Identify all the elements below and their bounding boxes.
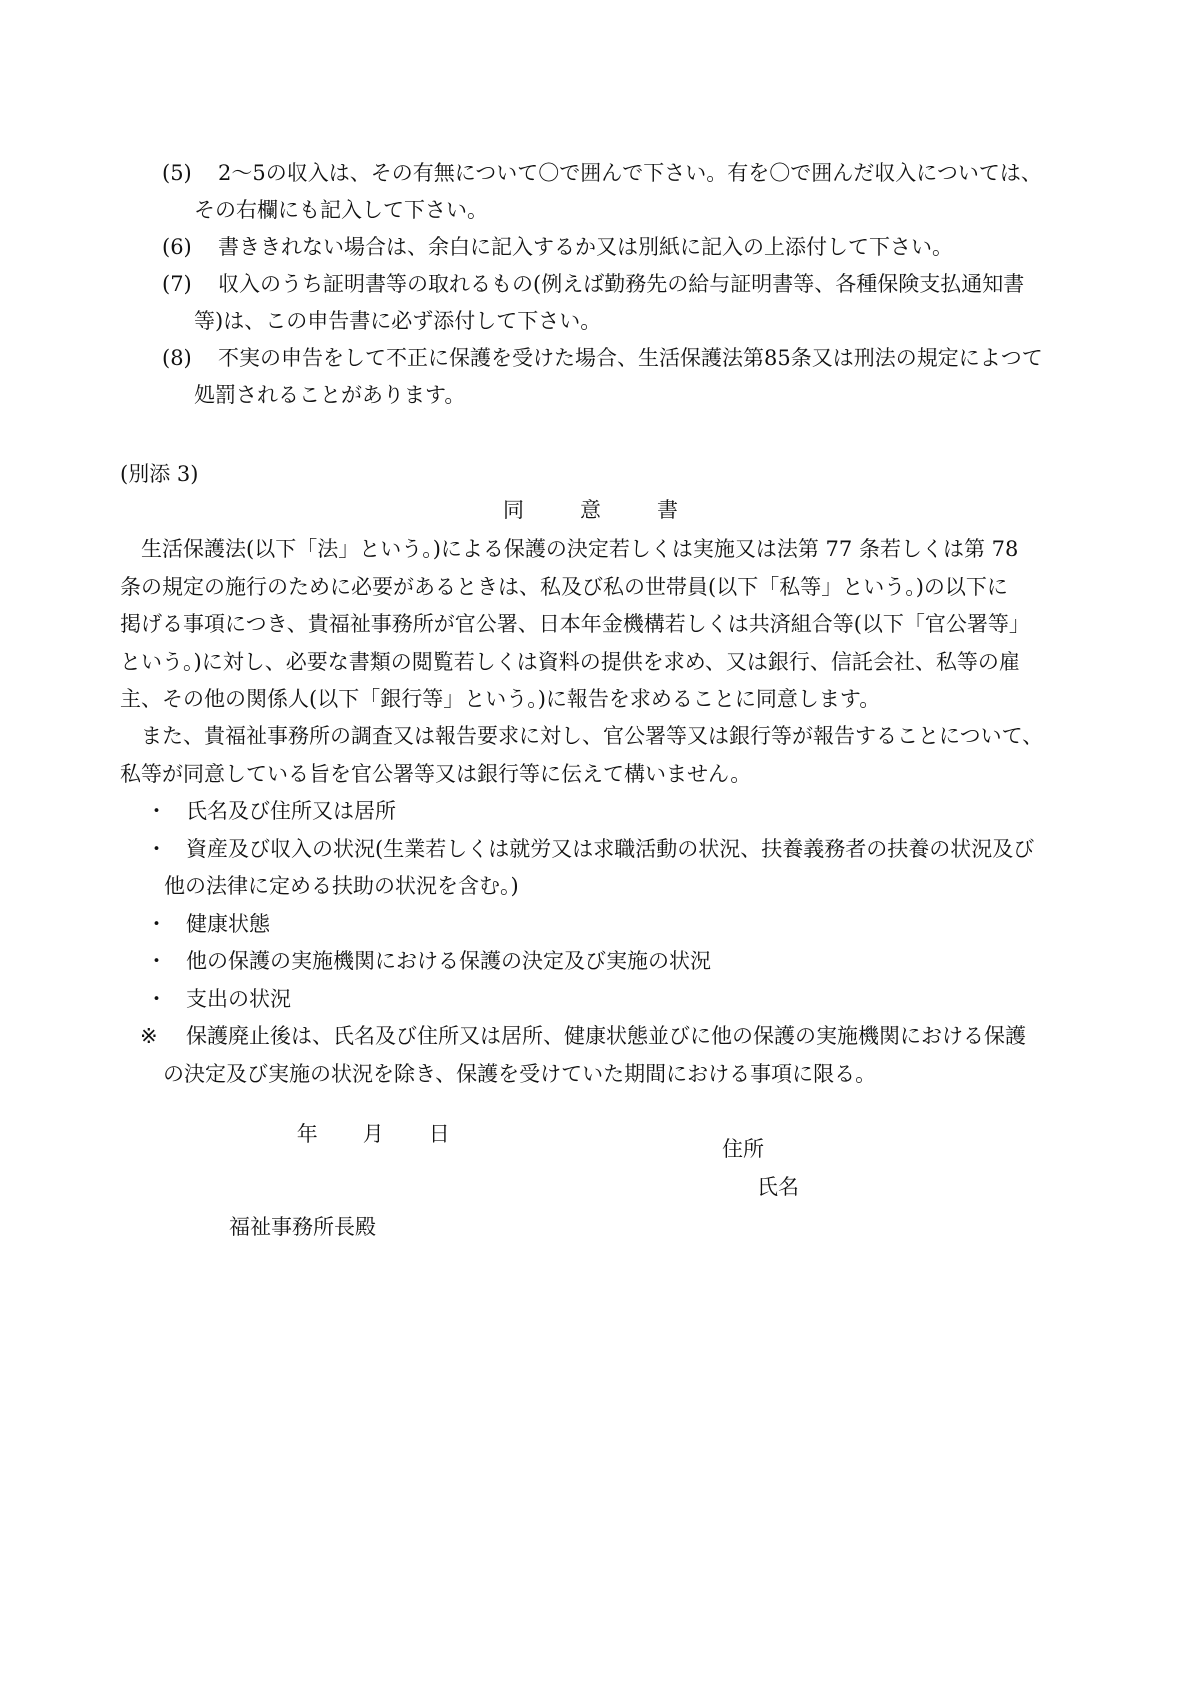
consent-items-list (120, 793, 1065, 1018)
note-text: 不実の申告をして不正に保護を受けた場合、生活保護法第85条又は刑法の規定によつて (218, 346, 1043, 370)
bullet-mark: ・ (146, 986, 167, 1011)
paragraph-line: また、貴福祉事務所の調査又は報告要求に対し、官公署等又は銀行等が報告することについて、 (120, 724, 1044, 748)
bullet-mark: ・ (146, 949, 167, 973)
note-text: 収入のうち証明書等の取れるもの(例えば勤務先の給与証明書等、各種保険支払通知書 (218, 272, 1025, 296)
paragraph-line: という。)に対し、必要な書類の閲覧若しくは資料の提供を求め、又は銀行、信託会社、私等の雇 (120, 649, 1020, 674)
note-number: (7) (162, 272, 192, 296)
list-item-text: 支出の状況 (186, 986, 291, 1011)
bullet-mark: ・ (146, 836, 167, 861)
date-year: 年 (296, 1122, 318, 1146)
note-number: (8) (162, 346, 192, 370)
paragraph-line: 生活保護法(以下「法」という。)による保護の決定若しくは実施又は法第 77 条若しくは第 78 (120, 537, 1019, 561)
paragraph-line: 条の規定の施行のために必要があるときは、私及び私の世帯員(以下「私等」という。)の以下に (120, 574, 1008, 599)
list-item-text: 氏名及び住所又は居所 (186, 799, 396, 823)
note-5 (162, 155, 1062, 229)
note-6 (162, 229, 1062, 266)
note-number: (5) (162, 161, 192, 185)
note-number: (6) (162, 235, 192, 259)
note-text: 書ききれない場合は、余白に記入するか又は別紙に記入の上添付して下さい。 (218, 235, 953, 259)
note-8 (162, 340, 1062, 414)
list-item (120, 793, 1065, 831)
paragraph-line: 主、その他の関係人(以下「銀行等」という。)に報告を求めることに同意します。 (120, 687, 881, 711)
note-7 (162, 266, 1062, 340)
remark-text: 保護廃止後は、氏名及び住所又は居所、健康状態並びに他の保護の実施機関における保護 (186, 1024, 1026, 1048)
remark-mark: ※ (140, 1024, 158, 1048)
address-label: 住所 (722, 1137, 764, 1161)
remark-text-continued: の決定及び実施の状況を除き、保護を受けていた期間における事項に限る。 (163, 1061, 877, 1086)
list-item (120, 981, 1065, 1019)
remark-note (140, 1018, 1070, 1093)
note-text-continued: 処罰されることがあります。 (194, 383, 466, 407)
list-item-text-continued: 他の法律に定める扶助の状況を含む。) (164, 874, 519, 898)
document-title: 同意書 (503, 498, 734, 522)
attachment-label: (別添 3) (120, 462, 199, 486)
bullet-mark: ・ (146, 911, 167, 936)
list-item-text: 健康状態 (186, 911, 270, 936)
paragraph-line: 掲げる事項につき、貴福祉事務所が官公署、日本年金機構若しくは共済組合等(以下「官公署等」 (120, 612, 1030, 636)
note-text-continued: 等)は、この申告書に必ず添付して下さい。 (194, 309, 602, 333)
bullet-mark: ・ (146, 799, 167, 823)
note-text-continued: その右欄にも記入して下さい。 (194, 198, 488, 222)
paragraph-line: 私等が同意している旨を官公署等又は銀行等に伝えて構いません。 (120, 761, 752, 786)
list-item (120, 943, 1065, 981)
note-text: 2～5の収入は、その有無について〇で囲んで下さい。有を〇で囲んだ収入については、 (218, 161, 1042, 185)
list-item (120, 831, 1065, 906)
list-item-text: 他の保護の実施機関における保護の決定及び実施の状況 (186, 949, 711, 973)
name-label: 氏名 (757, 1175, 799, 1199)
list-item (120, 906, 1065, 944)
list-item-text: 資産及び収入の状況(生業若しくは就労又は求職活動の状況、扶養義務者の扶養の状況及び (186, 836, 1035, 861)
date-month: 月 (362, 1122, 384, 1146)
date-line (270, 1094, 450, 1172)
date-day: 日 (428, 1122, 450, 1146)
consent-paragraph-2 (120, 718, 1065, 793)
consent-paragraph-1 (120, 531, 1065, 719)
office-addressee: 福祉事務所長殿 (229, 1215, 376, 1239)
